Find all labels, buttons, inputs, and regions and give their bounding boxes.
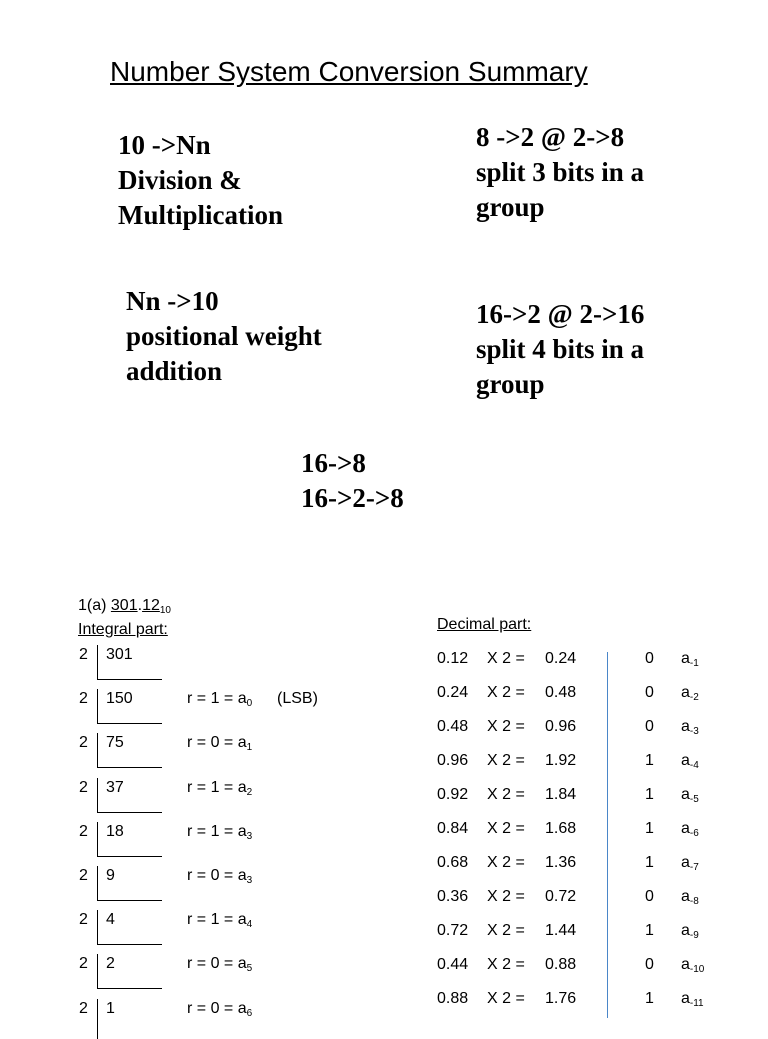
example-frac-digits: 12 xyxy=(142,597,160,614)
decimal-heading: Decimal part: xyxy=(437,616,532,633)
rule-hex-binary xyxy=(476,297,644,402)
coefficient xyxy=(681,888,699,907)
result-bit: 1 xyxy=(645,752,654,769)
quotient: 150 xyxy=(106,690,133,707)
fraction-value: 0.96 xyxy=(437,752,469,769)
coefficient-index: -5 xyxy=(689,794,699,805)
multiplier: X 2 = xyxy=(487,888,525,905)
coefficient xyxy=(681,820,699,839)
remainder xyxy=(187,1000,252,1019)
integral-heading: Integral part: xyxy=(78,621,168,638)
remainder xyxy=(187,867,252,886)
fraction-value: 0.88 xyxy=(437,990,469,1007)
remainder xyxy=(187,823,252,842)
rule-line: 16->8 xyxy=(301,448,366,478)
divisor: 2 xyxy=(79,690,88,707)
remainder-index: 4 xyxy=(246,919,253,930)
product: 0.96 xyxy=(545,718,577,735)
coefficient-index: -10 xyxy=(689,964,705,975)
remainder-index: 1 xyxy=(246,742,253,753)
coefficient-index: -9 xyxy=(689,930,699,941)
product: 0.24 xyxy=(545,650,577,667)
coefficient-index: -6 xyxy=(689,828,699,839)
rule-line: Division & xyxy=(118,165,242,195)
remainder-index: 3 xyxy=(246,831,253,842)
result-bit: 0 xyxy=(645,956,654,973)
coefficient-letter: a xyxy=(681,752,690,769)
rule-line: group xyxy=(476,369,545,399)
fraction-value: 0.12 xyxy=(437,650,469,667)
multiplier: X 2 = xyxy=(487,820,525,837)
product: 1.76 xyxy=(545,990,577,1007)
coefficient-letter: a xyxy=(681,922,690,939)
rule-decimal-to-base xyxy=(118,128,283,233)
fraction-value: 0.44 xyxy=(437,956,469,973)
rule-line: 10 ->Nn xyxy=(118,130,211,160)
fraction-value: 0.24 xyxy=(437,684,469,701)
quotient: 75 xyxy=(106,734,124,751)
fraction-value: 0.72 xyxy=(437,922,469,939)
quotient: 18 xyxy=(106,823,124,840)
rule-line: positional weight xyxy=(126,321,322,351)
result-bit: 1 xyxy=(645,786,654,803)
fraction-value: 0.68 xyxy=(437,854,469,871)
coefficient-letter: a xyxy=(681,990,690,1007)
fraction-value: 0.48 xyxy=(437,718,469,735)
divisor: 2 xyxy=(79,646,88,663)
remainder-text: r = 0 = a xyxy=(187,734,247,751)
example-int-digits: 301 xyxy=(110,597,138,614)
rule-line: addition xyxy=(126,356,223,386)
divisor: 2 xyxy=(79,823,88,840)
rule-line: 8 ->2 @ 2->8 xyxy=(476,122,625,152)
quotient: 4 xyxy=(106,911,115,928)
remainder-index: 0 xyxy=(246,698,253,709)
remainder xyxy=(187,690,252,709)
coefficient-index: -2 xyxy=(689,692,699,703)
coefficient-letter: a xyxy=(681,888,690,905)
fraction-value: 0.84 xyxy=(437,820,469,837)
multiplier: X 2 = xyxy=(487,752,525,769)
coefficient-index: -1 xyxy=(689,658,699,669)
example-base: 10 xyxy=(159,605,171,616)
product: 0.88 xyxy=(545,956,577,973)
fraction-value: 0.36 xyxy=(437,888,469,905)
multiplier: X 2 = xyxy=(487,650,525,667)
coefficient xyxy=(681,684,699,703)
multiplier: X 2 = xyxy=(487,786,525,803)
rule-line: split 3 bits in a xyxy=(476,157,645,187)
rule-line: group xyxy=(476,192,545,222)
remainder-index: 5 xyxy=(246,963,253,974)
quotient: 1 xyxy=(106,1000,115,1017)
coefficient-letter: a xyxy=(681,650,690,667)
remainder-index: 3 xyxy=(246,875,253,886)
coefficient xyxy=(681,990,704,1009)
divisor: 2 xyxy=(79,1000,88,1017)
result-bit: 0 xyxy=(645,718,654,735)
rule-hex-octal xyxy=(301,446,404,516)
divisor: 2 xyxy=(79,867,88,884)
result-bit: 0 xyxy=(645,888,654,905)
remainder-text: r = 1 = a xyxy=(187,690,247,707)
remainder xyxy=(187,734,252,753)
rule-line: Multiplication xyxy=(118,200,284,230)
product: 1.92 xyxy=(545,752,577,769)
multiplier: X 2 = xyxy=(487,854,525,871)
coefficient-letter: a xyxy=(681,786,690,803)
coefficient-index: -3 xyxy=(689,726,699,737)
coefficient-letter: a xyxy=(681,718,690,735)
remainder-index: 6 xyxy=(246,1008,253,1019)
quotient: 9 xyxy=(106,867,115,884)
divisor: 2 xyxy=(79,911,88,928)
product: 1.36 xyxy=(545,854,577,871)
multiplier: X 2 = xyxy=(487,990,525,1007)
result-bit: 0 xyxy=(645,650,654,667)
product: 0.72 xyxy=(545,888,577,905)
product: 1.68 xyxy=(545,820,577,837)
multiplier: X 2 = xyxy=(487,922,525,939)
result-bit: 1 xyxy=(645,820,654,837)
quotient: 37 xyxy=(106,779,124,796)
fraction-value: 0.92 xyxy=(437,786,469,803)
quotient: 2 xyxy=(106,955,115,972)
divisor: 2 xyxy=(79,734,88,751)
lsb-note: (LSB) xyxy=(277,690,318,707)
coefficient-letter: a xyxy=(681,820,690,837)
remainder-text: r = 1 = a xyxy=(187,823,247,840)
coefficient-index: -11 xyxy=(689,998,704,1009)
coefficient xyxy=(681,786,699,805)
coefficient-letter: a xyxy=(681,684,690,701)
page-title: Number System Conversion Summary xyxy=(110,56,588,87)
coefficient-letter: a xyxy=(681,854,690,871)
coefficient-index: -7 xyxy=(689,862,699,873)
coefficient xyxy=(681,752,699,771)
remainder-text: r = 0 = a xyxy=(187,955,247,972)
result-bit: 1 xyxy=(645,922,654,939)
example-label xyxy=(78,597,171,616)
remainder xyxy=(187,911,252,930)
coefficient xyxy=(681,854,699,873)
multiplier: X 2 = xyxy=(487,718,525,735)
remainder-text: r = 0 = a xyxy=(187,867,247,884)
rule-line: split 4 bits in a xyxy=(476,334,645,364)
divider-line xyxy=(607,652,608,1018)
product: 0.48 xyxy=(545,684,577,701)
rule-line: Nn ->10 xyxy=(126,286,219,316)
coefficient xyxy=(681,650,699,669)
product: 1.84 xyxy=(545,786,577,803)
multiplier: X 2 = xyxy=(487,956,525,973)
coefficient-letter: a xyxy=(681,956,690,973)
remainder-text: r = 1 = a xyxy=(187,911,247,928)
remainder xyxy=(187,779,252,798)
rule-octal-binary xyxy=(476,120,644,225)
result-bit: 1 xyxy=(645,990,654,1007)
divisor: 2 xyxy=(79,779,88,796)
coefficient xyxy=(681,956,704,975)
example-point: . xyxy=(137,597,143,614)
remainder-text: r = 0 = a xyxy=(187,1000,247,1017)
divisor: 2 xyxy=(79,955,88,972)
multiplier: X 2 = xyxy=(487,684,525,701)
product: 1.44 xyxy=(545,922,577,939)
remainder-index: 2 xyxy=(246,787,253,798)
coefficient-index: -8 xyxy=(689,896,699,907)
rule-line: 16->2 @ 2->16 xyxy=(476,299,645,329)
coefficient xyxy=(681,922,699,941)
coefficient xyxy=(681,718,699,737)
example-prefix: 1(a) xyxy=(78,597,111,614)
result-bit: 1 xyxy=(645,854,654,871)
result-bit: 0 xyxy=(645,684,654,701)
coefficient-index: -4 xyxy=(689,760,699,771)
remainder xyxy=(187,955,252,974)
remainder-text: r = 1 = a xyxy=(187,779,247,796)
quotient: 301 xyxy=(106,646,133,663)
rule-base-to-decimal xyxy=(126,284,322,389)
rule-line: 16->2->8 xyxy=(301,483,404,513)
